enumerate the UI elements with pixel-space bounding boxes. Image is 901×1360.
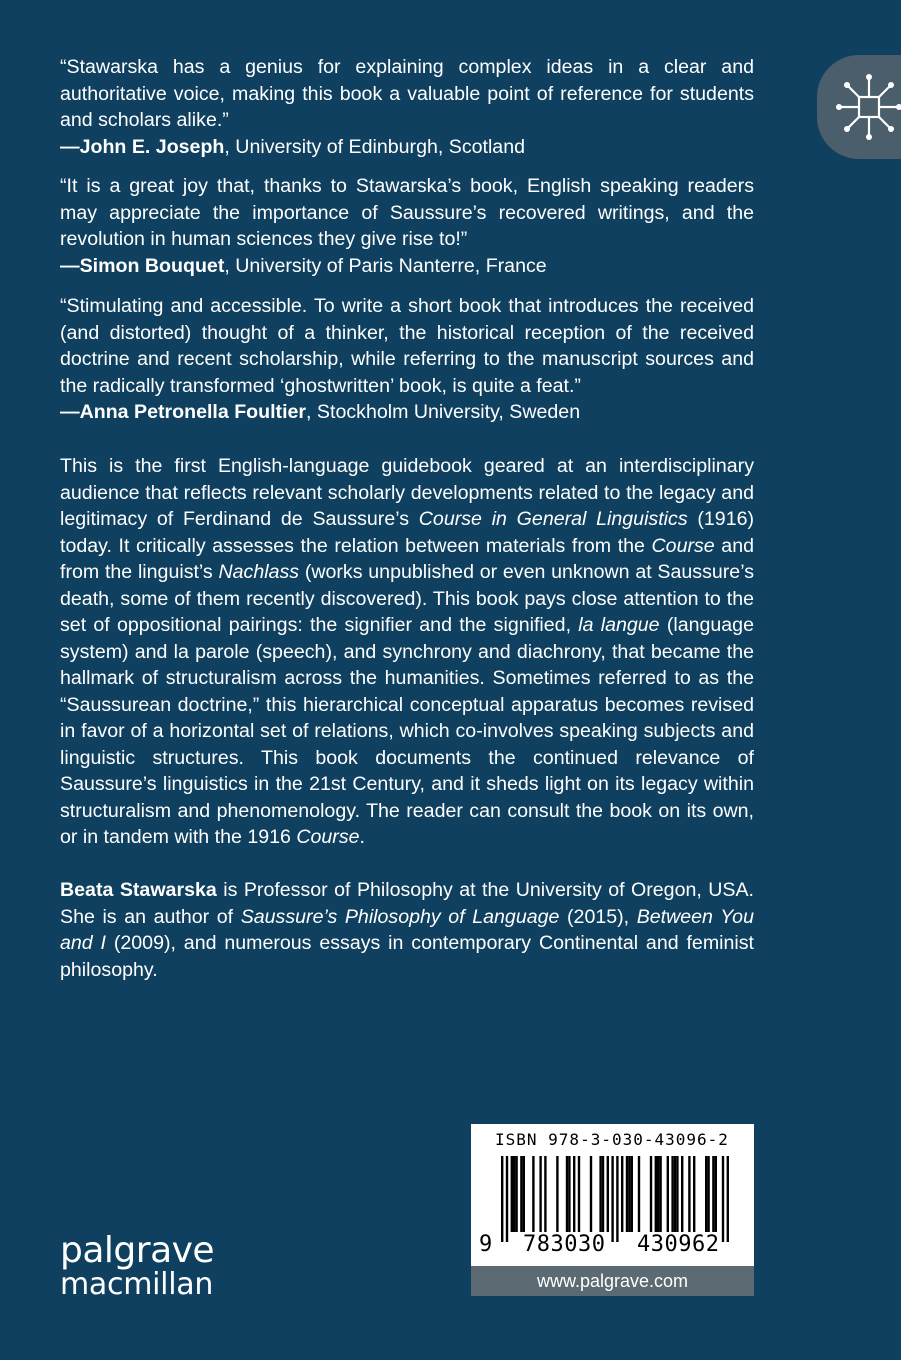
endorsement-quote: “Stawarska has a genius for explaining complex ideas in a clear and authoritative voice, making this book a valuable point of reference for students and scholars alike.” (60, 56, 754, 131)
barcode-bar (616, 1156, 618, 1242)
barcode-bar (674, 1156, 676, 1232)
endorser-name: —Anna Petronella Foultier (60, 401, 307, 423)
author-name: Beata Stawarska (60, 879, 217, 901)
barcode-bar (611, 1156, 613, 1242)
book-description (60, 453, 754, 851)
endorsement-3 (60, 293, 754, 426)
barcode-bar (650, 1156, 652, 1232)
endorser-name: —John E. Joseph (60, 135, 225, 158)
barcode-bar (667, 1156, 669, 1232)
endorsement-attribution (60, 253, 754, 280)
publisher-logo-badge (817, 55, 901, 159)
barcode-bar (655, 1156, 657, 1232)
barcode-bar (566, 1156, 568, 1232)
barcode-bar (556, 1156, 558, 1232)
barcode-bar (621, 1156, 623, 1232)
author-bio (60, 877, 754, 983)
endorsement-attribution (60, 134, 754, 161)
barcode-digit-first: 9 (479, 1232, 493, 1257)
barcode-bar (693, 1156, 695, 1232)
barcode-bar (520, 1156, 522, 1232)
barcode-digits-right: 430962 (637, 1232, 720, 1257)
barcode-bar (638, 1156, 640, 1232)
barcode-bar (659, 1156, 661, 1232)
endorsement-quote: “Stimulating and accessible. To write a short book that introduces the received (and distorted) thought of a thinker, the historical reception of the received doctrine and recent scholarship, while referring to the manuscript sources and the radically transformed ‘ghostwritten’ book, is quite a feat.” (60, 295, 754, 397)
endorser-name: —Simon Bouquet (60, 254, 225, 277)
endorsement-attribution (60, 399, 754, 426)
palgrave-starburst-icon (835, 73, 901, 141)
barcode-bar (705, 1156, 707, 1232)
barcode-bar (681, 1156, 683, 1232)
barcode-bar (511, 1156, 513, 1232)
barcode-bar (568, 1156, 570, 1232)
publisher-wordmark (60, 1232, 260, 1300)
barcode-bar (712, 1156, 714, 1232)
endorser-affiliation: , University of Paris Nanterre, France (224, 254, 547, 277)
publisher-line-2: macmillan (60, 1267, 214, 1302)
barcode-bar (707, 1156, 709, 1232)
barcode-bar (544, 1156, 546, 1232)
isbn-text: ISBN 978-3-030-43096-2 (495, 1130, 729, 1149)
barcode-bar (607, 1156, 609, 1232)
barcode-bar (599, 1156, 601, 1232)
barcode-bar (578, 1156, 580, 1232)
barcode-bar (532, 1156, 534, 1232)
barcode-bar (676, 1156, 678, 1232)
barcode-bar (671, 1156, 673, 1232)
barcode-bar (602, 1156, 604, 1232)
barcode-bar (715, 1156, 717, 1232)
barcode-bar (688, 1156, 690, 1232)
barcode-bar (631, 1156, 633, 1232)
barcode-bar (501, 1156, 503, 1242)
endorsement-2 (60, 173, 754, 279)
endorsement-1 (60, 54, 754, 160)
bio-paragraph: Beata Stawarska is Professor of Philosophy at the University of Oregon, USA. She is an author of Saussure’s Philosophy of Language (2015), Between You and I (2009), and numerous essays in contemporary Continental and feminist philosophy. (60, 879, 754, 981)
barcode-bar (628, 1156, 630, 1232)
barcode-bar (506, 1156, 508, 1242)
isbn-barcode (471, 1124, 754, 1266)
barcode-bar (515, 1156, 517, 1232)
barcode-bar (573, 1156, 575, 1232)
barcode-bar (727, 1156, 729, 1242)
description-paragraph: This is the first English-language guidebook geared at an interdisciplinary audience that reflects relevant scholarly developments related to the legacy and legitimacy of Ferdinand de Saussure’s Course in General Linguistics (1916) today. It critically assesses the relation between materials from the Course and from the linguist’s Nachlass (works unpublished or even unknown at Saussure’s death, some of them recently discovered). This book pays close attention to the set of oppositional pairings: the signifier and the signified, la langue (language system) and la parole (speech), and synchrony and diachrony, that became the hallmark of structuralism across the humanities. Sometimes referred to as the “Saussurean doctrine,” this hierarchical conceptual apparatus becomes revised in favor of a horizontal set of relations, which co-involves speaking subjects and linguistic structures. This book documents the continued relevance of Saussure’s linguistics in the 21st Century, and it sheds light on its legacy within structuralism and phenomenology. The reader can consult the book on its own, or in tandem with the 1916 Course. (60, 455, 755, 848)
barcode-bars (491, 1156, 735, 1244)
barcode-bar (722, 1156, 724, 1242)
publisher-url: www.palgrave.com (471, 1266, 754, 1296)
barcode-bar (513, 1156, 515, 1232)
endorser-affiliation: , Stockholm University, Sweden (306, 401, 581, 423)
barcode-bar (626, 1156, 628, 1232)
barcode-bar (657, 1156, 659, 1232)
publisher-line-1: palgrave (60, 1230, 215, 1271)
barcode-bar (539, 1156, 541, 1232)
barcode-bar (590, 1156, 592, 1232)
endorser-affiliation: , University of Edinburgh, Scotland (224, 135, 525, 158)
barcode-bar (523, 1156, 525, 1232)
barcode-digits-left: 783030 (523, 1232, 606, 1257)
endorsement-quote: “It is a great joy that, thanks to Stawarska’s book, English speaking readers may appreciate the importance of Saussure’s recovered writings, and the revolution in human sciences they give rise to!” (60, 175, 754, 250)
